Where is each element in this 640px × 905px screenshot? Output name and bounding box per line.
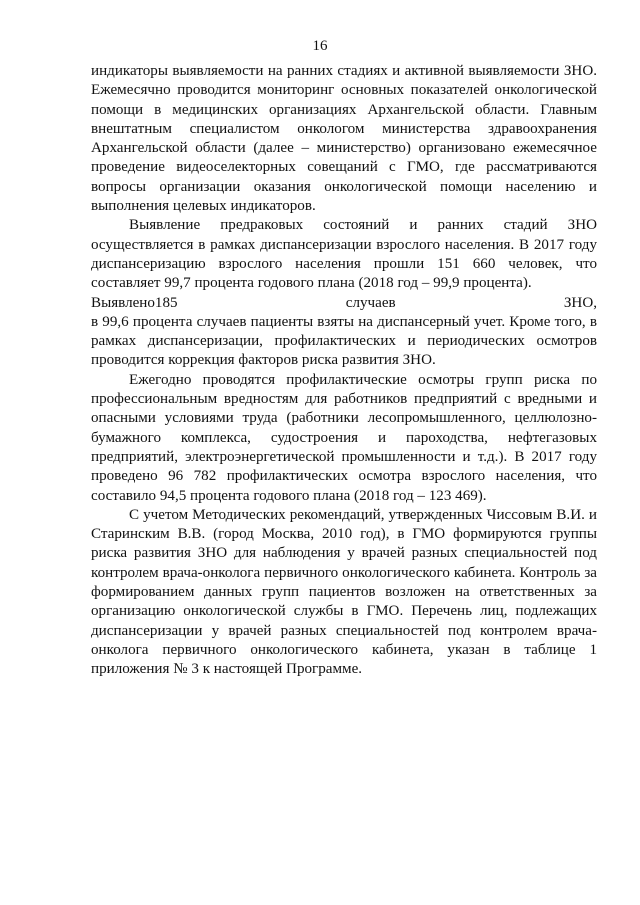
- document-body: [91, 62, 597, 680]
- paragraph-1: индикаторы выявляемости на ранних стадиях и активной выявляемости ЗНО. Ежемесячно проводится мониторинг основных показателей онкологической помощи в медицинских организациях Архангельской области. Главным внештатным специалистом онкологом министерства здравоохранения Архангельской области (далее – министерство) организовано ежемесячное проведение видеоселекторных совещаний с ГМО, где рассматриваются вопросы организации оказания онкологической помощи населению и выполнения целевых индикаторов.: [91, 63, 597, 215]
- paragraph-3: в 99,6 процента случаев пациенты взяты на диспансерный учет. Кроме того, в рамках диспансеризации, профилактических и периодических осмотров проводится коррекция факторов риска развития ЗНО.: [91, 313, 597, 369]
- paragraph-5: С учетом Методических рекомендаций, утвержденных Чиссовым В.И. и Старинским В.В. (город Москва, 2010 год), в ГМО формируются группы риска развития ЗНО для наблюдения у врачей разных специальностей под контролем врача-онколога первичного онкологического кабинета. Контроль за формированием данных групп пациентов возложен на ответственных за организацию онкологической службы в ГМО. Перечень лиц, подлежащих диспансеризации у врачей разных специальностей под контролем врача-онколога первичного онкологического кабинета, указан в таблице 1 приложения № 3 к настоящей Программе.: [91, 506, 597, 678]
- detected-cases-part-3: ЗНО,: [563, 294, 597, 311]
- page-number: 16: [312, 38, 328, 54]
- paragraph-2: Выявление предраковых состояний и ранних стадий ЗНО осуществляется в рамках диспансеризации взрослого населения. В 2017 году диспансеризацию взрослого населения прошли 151 660 человек, что составляет 99,7 процента годового плана (2018 год – 99,9 процента).: [91, 217, 597, 292]
- detected-cases-part-2: случаев: [345, 294, 396, 311]
- paragraph-4: Ежегодно проводятся профилактические осмотры групп риска по профессиональным вредностям для работников предприятий с вредными и опасными условиями труда (работники лесопромышленного, целлюлозно-бумажного комплекса, судостроения и пароходства, нефтегазовых предприятий, электроэнергетической промышленности и т.д.). В 2017 году проведено 96 782 профилактических осмотра взрослого населения, что составило 94,5 процента годового плана (2018 год – 123 469).: [91, 371, 597, 504]
- detected-cases-line: [91, 294, 597, 313]
- detected-cases-part-1: Выявлено185: [91, 294, 178, 311]
